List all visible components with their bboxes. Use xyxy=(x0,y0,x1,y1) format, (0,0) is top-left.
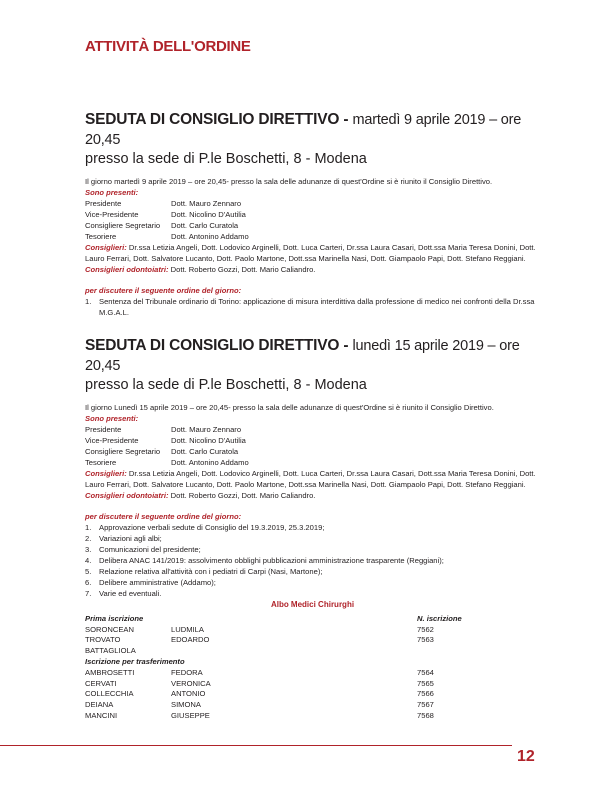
albo-row: COLLECCHIA ANTONIO 7566 xyxy=(85,689,434,699)
role-row: Vice-Presidente Dott. Nicolino D'Autilia xyxy=(85,210,246,219)
agenda-item: 3. Comunicazioni del presidente; xyxy=(85,545,201,554)
roles-table xyxy=(85,424,249,468)
role-row: Presidente Dott. Mauro Zennaro xyxy=(85,425,242,434)
dental-councillors: Consiglieri odontoiatri: Dott. Roberto Gozzi, Dott. Mario Caliandro. xyxy=(85,491,316,500)
meeting-2 xyxy=(85,336,540,599)
agenda-list xyxy=(85,296,540,318)
albo-header-row: Prima iscrizione N. iscrizione xyxy=(85,613,462,623)
albo-row: AMBROSETTI FEDORA 7564 xyxy=(85,667,434,677)
footer-divider xyxy=(0,745,512,746)
agenda-label: per discutere il seguente ordine del giorno: xyxy=(85,286,242,295)
albo-row: DEIANA SIMONA 7567 xyxy=(85,700,434,710)
agenda-label: per discutere il seguente ordine del giorno: xyxy=(85,512,242,521)
meeting-title: SEDUTA DI CONSIGLIO DIRETTIVO - martedì 9 aprile 2019 – ore 20,45 xyxy=(85,111,522,148)
albo-section xyxy=(85,600,540,722)
page-number: 12 xyxy=(517,748,535,765)
councillors: Consiglieri: Dr.ssa Letizia Angeli, Dott. Lodovico Arginelli, Dott. Luca Carteri, Dr.ssa Laura Casari, Dott.ssa Maria Teresa Donini, Dott. Lauro Ferrari, Dott. Salvatore Lucanto, Dott. Paolo Martone, Dott.ssa Marinella Nasi, Dott. Giampaolo Papi, Dott. Stefano Reggiani. xyxy=(85,469,536,489)
agenda-item: 5. Relazione relativa all'attività con i pediatri di Carpi (Nasi, Martone); xyxy=(85,567,323,576)
meeting-subtitle: presso la sede di P.le Boschetti, 8 - Modena xyxy=(85,151,367,167)
albo-row: TROVATO BATTAGLIOLA EDOARDO 7563 xyxy=(85,635,434,656)
meeting-subtitle: presso la sede di P.le Boschetti, 8 - Modena xyxy=(85,377,367,393)
meeting-intro: Il giorno Lunedì 15 aprile 2019 – ore 20,45- presso la sala delle adunanze di quest'Ordine si è riunito il Consiglio Direttivo. xyxy=(85,403,494,412)
meeting-1 xyxy=(85,110,540,318)
agenda-item: 7. Varie ed eventuali. xyxy=(85,589,162,598)
role-row: Tesoriere Dott. Antonino Addamo xyxy=(85,232,249,241)
councillors: Consiglieri: Dr.ssa Letizia Angeli, Dott. Lodovico Arginelli, Dott. Luca Carteri, Dr.ssa Laura Casari, Dott.ssa Maria Teresa Donini, Dott. Lauro Ferrari, Dott. Salvatore Lucanto, Dott. Paolo Martone, Dott.ssa Marinella Nasi, Dott. Giampaolo Papi, Dott. Stefano Reggiani. xyxy=(85,243,536,263)
albo-row: CERVATI VERONICA 7565 xyxy=(85,678,434,688)
meeting-intro: Il giorno martedì 9 aprile 2019 – ore 20,45- presso la sala delle adunanze di quest'Ordine si è riunito il Consiglio Direttivo. xyxy=(85,177,493,186)
albo-row: SORONCEAN LUDMILA 7562 xyxy=(85,624,434,634)
agenda-item: 4. Delibera ANAC 141/2019: assolvimento obblighi pubblicazioni amministrazione trasparente (Reggiani); xyxy=(85,556,444,565)
albo-title: Albo Medici Chirurghi xyxy=(270,600,355,609)
role-row: Presidente Dott. Mauro Zennaro xyxy=(85,199,242,208)
role-row: Consigliere Segretario Dott. Carlo Curatola xyxy=(85,447,239,456)
albo-row: MANCINI GIUSEPPE 7568 xyxy=(85,710,434,720)
albo-transfer-header: Iscrizione per trasferimento xyxy=(85,656,185,666)
role-row: Vice-Presidente Dott. Nicolino D'Autilia xyxy=(85,436,246,445)
agenda-item: 6. Delibere amministrative (Addamo); xyxy=(85,578,216,587)
present-label: Sono presenti: xyxy=(85,188,139,197)
section-heading: ATTIVITÀ DELL'ORDINE xyxy=(85,38,251,55)
agenda-item: 1. Approvazione verbali sedute di Consiglio del 19.3.2019, 25.3.2019; xyxy=(85,523,325,532)
meeting-title: SEDUTA DI CONSIGLIO DIRETTIVO - lunedì 15 aprile 2019 – ore 20,45 xyxy=(85,337,520,374)
agenda-list xyxy=(85,522,540,599)
roles-table xyxy=(85,198,249,242)
present-label: Sono presenti: xyxy=(85,414,139,423)
role-row: Tesoriere Dott. Antonino Addamo xyxy=(85,458,249,467)
role-row: Consigliere Segretario Dott. Carlo Curatola xyxy=(85,221,239,230)
dental-councillors: Consiglieri odontoiatri: Dott. Roberto Gozzi, Dott. Mario Caliandro. xyxy=(85,265,316,274)
agenda-item: 1. Sentenza del Tribunale ordinario di Torino: applicazione di misura interdittiva dalla professione di medico nei confronti della Dr.ssa M.G.A.L. xyxy=(85,297,535,317)
agenda-item: 2. Variazioni agli albi; xyxy=(85,534,162,543)
